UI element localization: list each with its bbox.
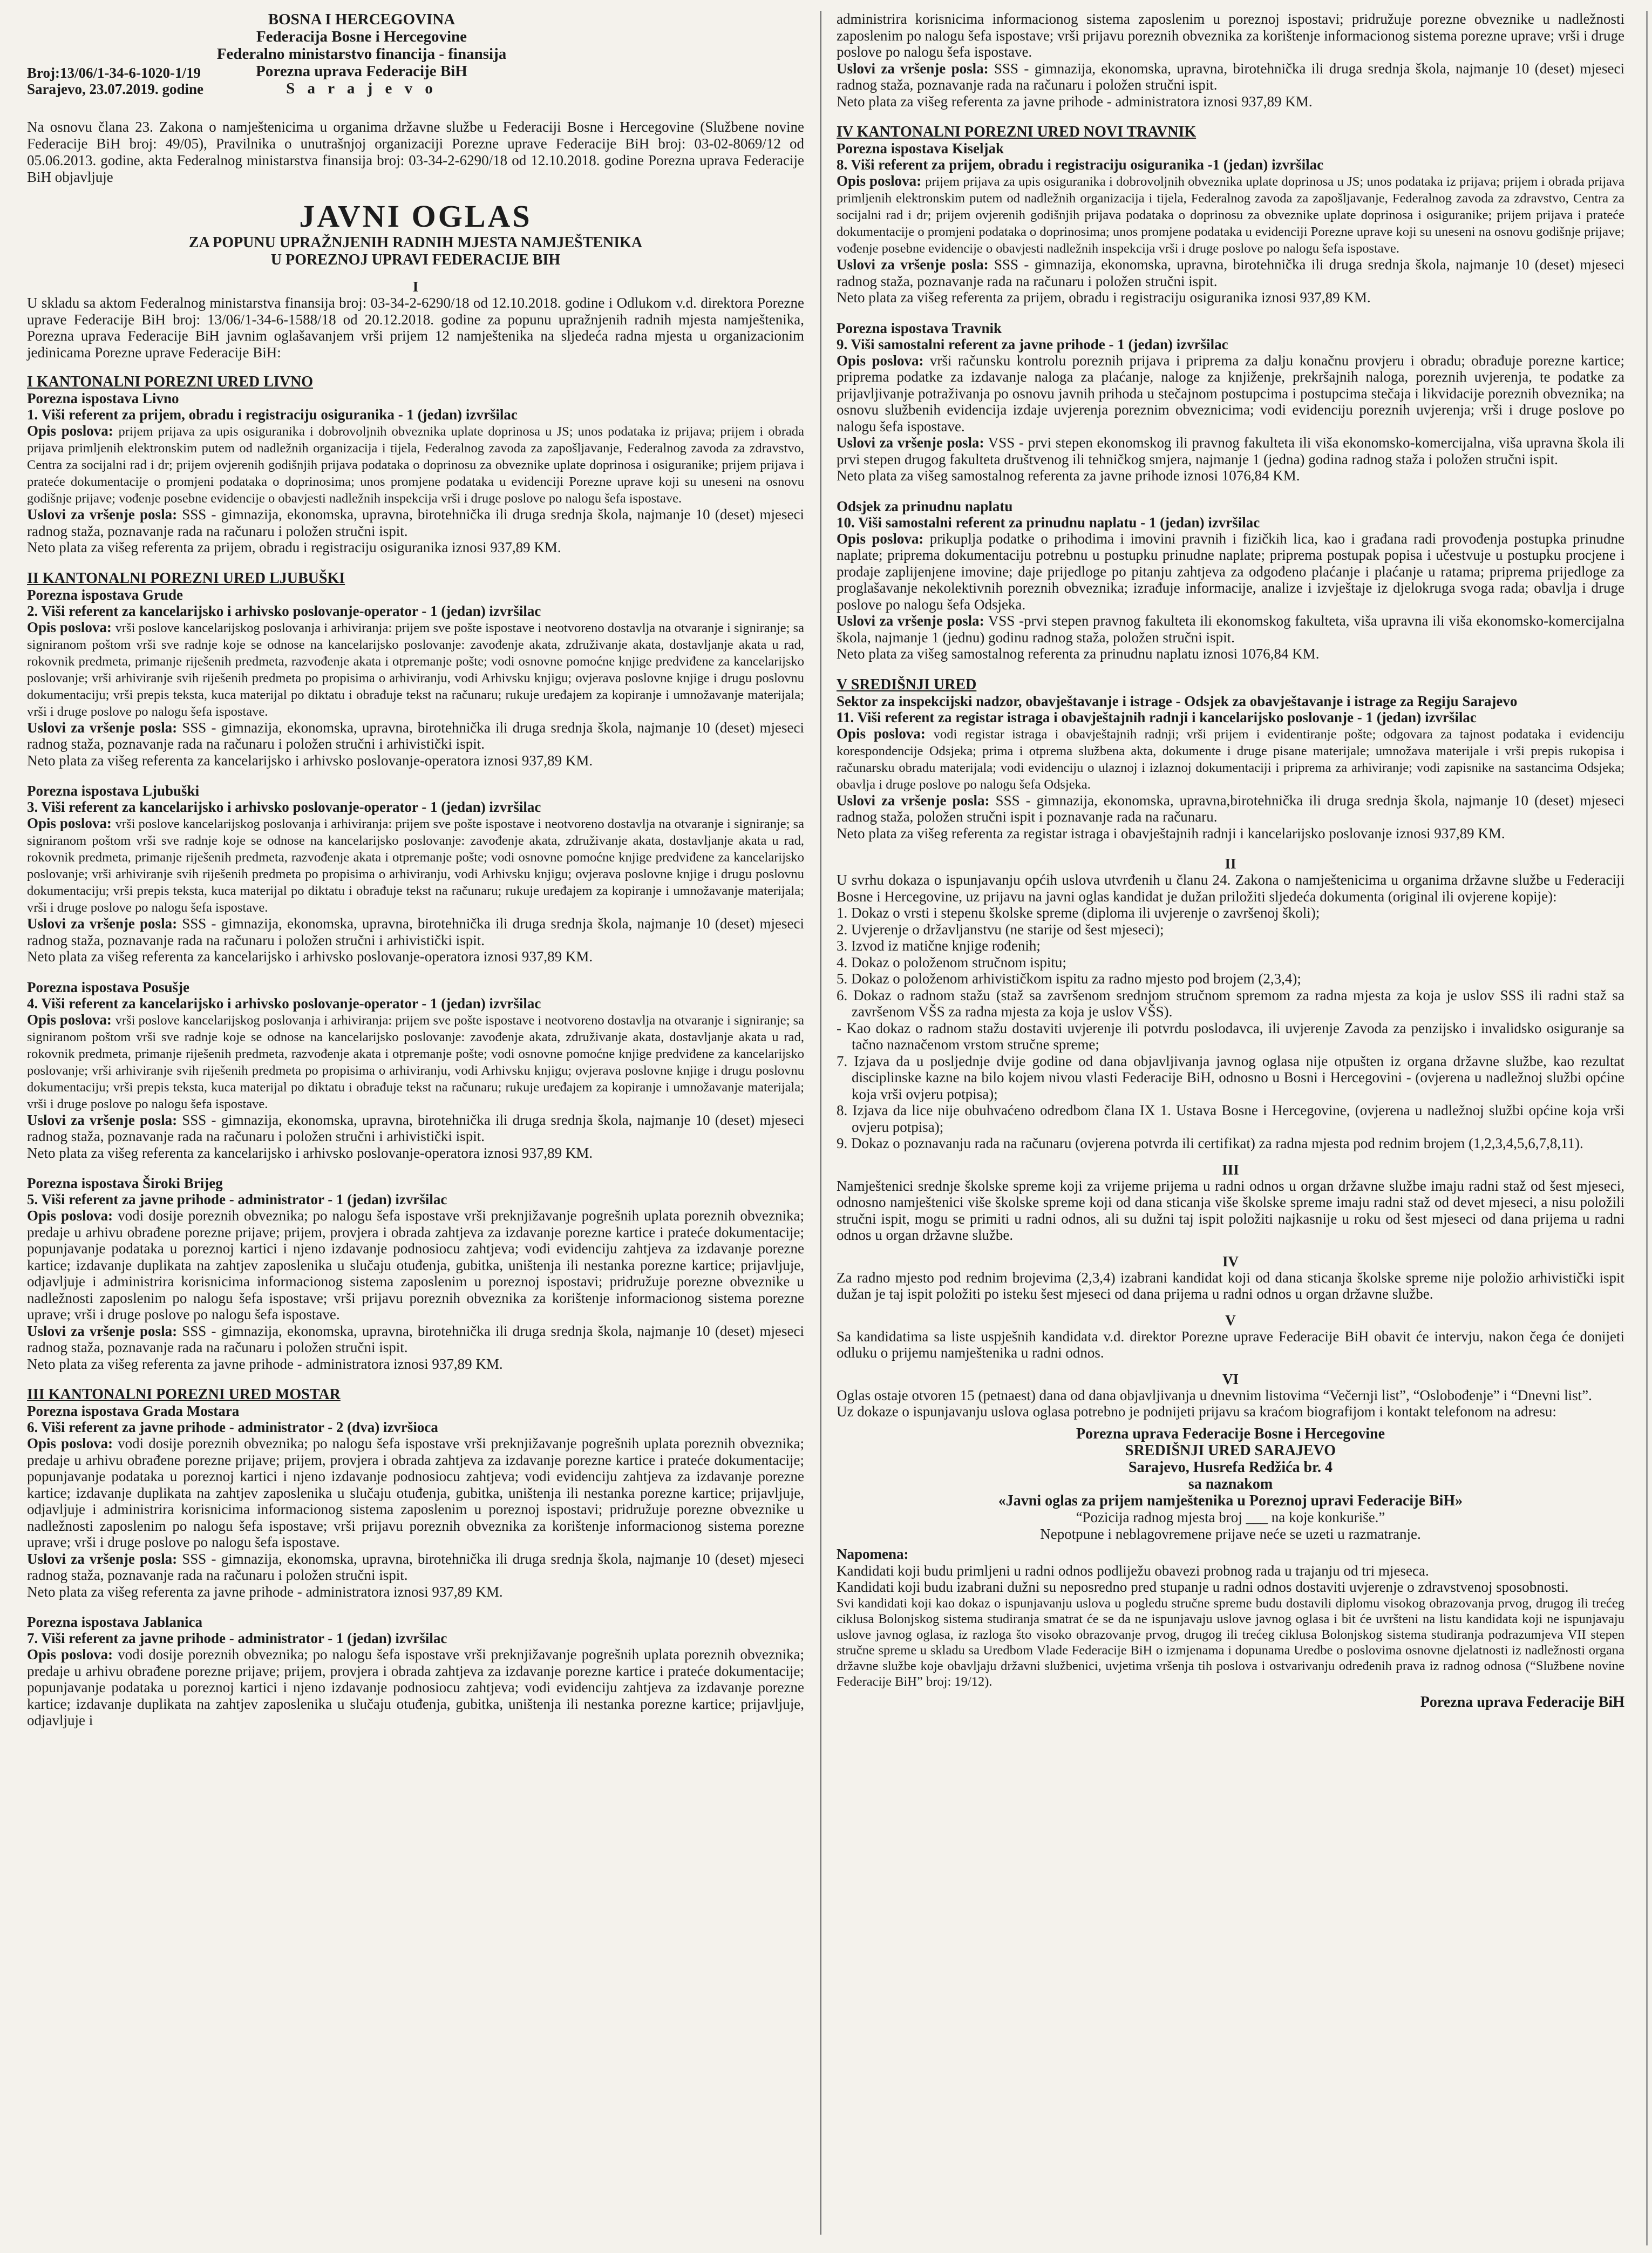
office-name: Porezna ispostava Jablanica: [27, 1614, 203, 1630]
address-position-line: “Pozicija radnog mjesta broj ___ na koje konkuriše.”: [1076, 1509, 1385, 1525]
address-street: Sarajevo, Husrefa Redžića br. 4: [1128, 1458, 1333, 1476]
letterhead-city: S a r a j e v o: [286, 80, 437, 97]
job-description: [27, 1646, 804, 1729]
office-name: Porezna ispostava Široki Brijeg: [27, 1175, 223, 1191]
job-description: [27, 423, 804, 506]
list-item: 6. Dokaz o radnom stažu (staž sa završenom srednjom stručnom spremom za radna mjesta za koja je uslov SSS ili radni staž sa završenom VŠS za radna mjesta za koja je uslov VŠS).: [837, 987, 1624, 1020]
position-title: 11. Viši referent za registar istraga i obavještajnih radnji i kancelarijsko poslovanje - 1 (jedan) izvršilac: [837, 709, 1477, 725]
position-title: 2. Viši referent za kancelarijsko i arhivsko poslovanje-operator - 1 (jedan) izvršilac: [27, 602, 541, 619]
mailing-address: [837, 1426, 1624, 1543]
section-3-text: Namještenici srednje školske spreme koji za vrijeme prijema u radni odnos u organ državne službe imaju radni staž od šest mjeseci, odnosno namještenici više školske spreme koji od dana sticanja više školske spreme imaju radni staž od devet mjeseci, a nisu položili stručni ispit, mogu se primiti u radni odnos, ali su dužni taj ispit položiti najkasnije u roku od šest mjeseci od dana prijema u radni odnos u organ državne službe.: [837, 1177, 1624, 1243]
position-6: [27, 1403, 804, 1600]
job-description-label: Opis poslova:: [27, 815, 112, 831]
net-salary: Neto plata za višeg samostalnog referenta za javne prihode iznosi 1076,84 KM.: [837, 467, 1300, 484]
notes-label: Napomena:: [837, 1545, 909, 1562]
position-title: 4. Viši referent za kancelarijsko i arhivsko poslovanje-operator - 1 (jedan) izvršilac: [27, 995, 541, 1012]
position-7: [27, 1614, 804, 1729]
job-description-text: vrši poslove kancelarijskog poslovanja i arhiviranja: prijem sve pošte ispostave i neotvoreno dostavlja na otvaranje i signiranje; sa signiranom poštom vrši sve radnje koje se odnose na kancelarijsko poslovanje: zavođenje akata, združivanje akata, dostavljanje akata u rad, rokovnik predmeta, primanje riješenih predmeta, razvođenje akata i otpremanje pošte; vodi osnovne pomoćne knjige predviđene za kancelarijsko poslovanje; vrši arhiviranje svih riješenih predmeta po propisima o arhiviranju, vodi Arhivsku knjigu; ovjerava poslovne knjige i drugu poslovnu dokumentaciju; vrši prepis teksta, kuca materijal po diktatu i obrađuje tekst na računaru; rukuje uređajem za kopiranje i umnožavanje materijala; vrši i druge poslove po nalogu šefa ispostave.: [27, 1013, 805, 1111]
position-title: 10. Viši samostalni referent za prinudnu naplatu - 1 (jedan) izvršilac: [837, 514, 1260, 531]
position-9: [837, 320, 1624, 484]
section-6-duration: Oglas ostaje otvoren 15 (petnaest) dana od dana objavljivanja u dnevnim listovima “Večernji list”, “Oslobođenje” i “Dnevni list”.: [837, 1387, 1592, 1403]
job-description-label: Opis poslova:: [27, 1435, 113, 1451]
requirements: [837, 60, 1624, 93]
job-description-label: Opis poslova:: [27, 619, 112, 635]
net-salary: Neto plata za višeg referenta za registar istraga i obavještajnih radnji i kancelarijsko poslovanje iznosi 937,89 KM.: [837, 825, 1505, 842]
section-5-text: Sa kandidatima sa liste uspješnih kandidata v.d. direktor Porezne uprave Federacije BiH obavit će intervju, nakon čega će donijeti odluku o prijemu namještenika u radni odnos.: [837, 1328, 1624, 1361]
requirements-label: Uslovi za vršenje posla:: [27, 915, 178, 932]
address-office: SREDIŠNJI URED SARAJEVO: [1125, 1442, 1336, 1459]
requirements-text: SSS - gimnazija, ekonomska, upravna, birotehnička ili druga srednja škola, najmanje 10 (deset) mjeseci radnog staža, poznavanje rada na računaru i položen stručni ispit.: [27, 1322, 804, 1355]
job-description: [27, 1207, 804, 1323]
left-column: [27, 11, 804, 1729]
requirements: [27, 1112, 804, 1145]
position-title: 5. Viši referent za javne prihode - administrator - 1 (jedan) izvršilac: [27, 1191, 447, 1207]
requirements-label: Uslovi za vršenje posla:: [27, 719, 178, 736]
job-description-label: Opis poslova:: [27, 1011, 112, 1028]
requirements: [27, 1323, 804, 1356]
position-5: [27, 1175, 804, 1372]
requirements: [27, 1551, 804, 1584]
signature: Porezna uprava Federacije BiH: [1420, 1693, 1624, 1711]
requirements-text: SSS - gimnazija, ekonomska, upravna, birotehnička ili druga srednja škola, najmanje 10 (deset) mjeseci radnog staža, poznavanje rada na računaru i položen stručni i arhivistički ispit.: [27, 1111, 804, 1144]
job-description: [27, 619, 804, 720]
sector-name: Sektor za inspekcijski nadzor, obavještavanje i istrage - Odsjek za obavještavanje i istrage za Regiju Sarajevo: [837, 693, 1518, 709]
net-salary: Neto plata za višeg referenta za prijem, obradu i registraciju osiguranika iznosi 937,89 KM.: [837, 289, 1371, 306]
requirements-label: Uslovi za vršenje posla:: [27, 506, 178, 522]
section-6-application: Uz dokaze o ispunjavanju uslova oglasa potrebno je podnijeti prijavu sa kraćom biografijom i kontakt telefonom na adresu:: [837, 1403, 1556, 1420]
page-edge-rule: [1646, 11, 1648, 2245]
position-title: 7. Viši referent za javne prihode - administrator - 1 (jedan) izvršilac: [27, 1630, 447, 1646]
requirements-text: VSS - prvi stepen ekonomskog ili pravnog fakulteta ili viša ekonomsko-komercijalna, viša upravna škola ili prvi stepen drugog fakulteta društvenog ili tehničkog smjera, najmanje 1 (jedna) godina radnog staža i položen stručni ispit.: [837, 435, 1625, 467]
subtitle-line-2: U POREZNOJ UPRAVI FEDERACIJE BIH: [270, 252, 561, 268]
legal-basis-intro: Na osnovu člana 23. Zakona o namještenicima u organima državne službe u Federaciji Bosne i Hercegovine (Službene novine Federacije BiH broj: 49/05), Pravilnika o unutrašnjoj organizaciji Porezne uprave Federacije BiH broj: 03-02-8069/12 od 05.06.2013. godine, akta Federalnog ministarstva finansija broj: 03-34-2-6290/18 od 12.10.2018. godine Porezna uprava Federacije BiH objavljuje: [27, 119, 804, 185]
job-description: [837, 352, 1624, 435]
job-description-label: Opis poslova:: [837, 725, 926, 742]
list-item: 1. Dokaz o vrsti i stepenu školske spreme (diploma ili uvjerenje o završenoj školi);: [837, 905, 1320, 921]
job-description-text: vodi dosije poreznih obveznika; po nalogu šefa ispostave vrši preknjižavanje pogrešnih uplata poreznih obveznika; predaje u arhivu obrađene porezne prijave; prijem, provjera i obrada zahtjeva za izdavanje porezne kartice i prateće dokumentacije; popunjavanje podataka u poreznoj kartici i njeno izdavanje podnosiocu zahtjeva; vodi evidenciju zahtjeva za izdavanje porezne kartice; izdavanje duplikata na zahtjev zaposlenika u slučaju otuđenja, gubitka, uništenja ili nestanka porezne kartice; prijavljuje, odjavljuje i administrira korisnicima informacionog sistema zaposlenim u poreznoj ispostavi; pridružuje porezne obveznike u nadležnosti zaposlenim po nalogu šefa ispostave; vrši prijavu poreznih obveznika za korištenje informacionog sistema porezne uprave; vrši i druge poslove po nalogu šefa ispostave.: [27, 1435, 805, 1550]
job-description-text: prijem prijava za upis osiguranika i dobrovoljnih obveznika uplate doprinosa u JS; unos podataka iz prijava; prijem i obrada prijava primljenih elektronskim putem od nadležnih organizacija i tijela, Federalnog zavoda za zapošljavanje, Federalnog zavoda za zdravstvo, Centra za socijalni rad i dr; prijem ovjerenih godišnjih prijava podataka o doprinosu za obveznike uplate doprinosa i osiguranike; prijem prijava i prateće dokumentacije o promjeni podataka o doprinosima; unos promjene podataka u evidenciji Porezne uprave koji su uneseni na osnovu godišnje prijave; vođenje posebne evidencije o obavjesti nadležnih inspekcija vrši i druge poslove po nalogu šefa ispostave.: [27, 424, 805, 506]
requirements-label: Uslovi za vršenje posla:: [837, 435, 984, 451]
requirements-text: SSS - gimnazija, ekonomska, upravna, birotehnička ili druga srednja škola, najmanje 10 (deset) mjeseci radnog staža, poznavanje rada na računaru i položen stručni i arhivistički ispit.: [27, 915, 804, 948]
job-description: [27, 1012, 804, 1112]
requirements-text: SSS - gimnazija, ekonomska, upravna,birotehnička ili druga srednja škola, najmanje 10 (deset) mjeseci radnog staža, položen stručni ispit i poznavanje rada na računaru.: [837, 792, 1625, 825]
section-heading-central-office: V SREDIŠNJI URED: [837, 676, 977, 693]
document-date: Sarajevo, 23.07.2019. godine: [27, 81, 203, 97]
job-description-text: vrši računsku kontrolu poreznih prijava i priprema za dalju konačnu provjeru i obradu; obrađuje porezne kartice; priprema podatke za izdavanje naloga za plaćanje, naloge za knjiženje, prekršajnih naloga, poreznih uvjerenja, te podatke za prijavljivanje potraživanja po osnovu javnih prihoda u stečajnom postupcima i postupcima stečaja i likvidacije poreznih obveznika; na osnovu službenih evidencija izdaje uvjerenja poreznim obveznicima; vodi evidenciju poreznih uvjerenja; vrši i druge poslove po nalogu šefa ispostave.: [837, 352, 1624, 435]
job-description-text: vodi registar istraga i obavještajnih radnji; vrši prijem i evidentiranje pošte; odgovara za tajnost podataka i evidenciju korespondencije Odsjeka; prima i otprema službena akta, dokumente i druge pisane materijale; umnožava materijale i vrši prepis rukopisa i računarsku obradu materijala; vodi evidenciju o ulaznoj i izlaznoj dokumentaciji i priprema za arhiviranje; vodi zapisnike na sastancima Odsjeka; obavlja i druge poslove po nalogu šefa Odsjeka.: [837, 727, 1625, 792]
section-4-text: Za radno mjesto pod rednim brojevima (2,3,4) izabrani kandidat koji od dana sticanja školske spreme nije položio arhivistički ispit dužan je taj ispit položiti po isteku šest mjeseci od dana prijema u radni odnos u organ državne službe.: [837, 1269, 1624, 1302]
requirements: [837, 613, 1624, 646]
subtitle-line-1: ZA POPUNU UPRAŽNJENIH RADNIH MJESTA NAMJEŠTENIKA: [188, 234, 643, 251]
required-documents-list: [837, 905, 1624, 1152]
job-description: [837, 725, 1624, 792]
position-8: [837, 140, 1624, 306]
job-description-text: prikuplja podatke o prihodima i imovini pravnih i fizičkih lica, kao i građana radi provođenja postupka prinudne naplate; priprema dokumentaciju potrebnu u postupku prinudne naplate; priprema postupak popisa i učestvuje u postupku procjene i prodaje zaplijenjene imovine; daje prijedloge po pitanju zahtjeva za odgođeno plaćanje i plaćanje u ratama; priprema prijedloge za proglašavanje nekolektivnih poreznih obveznika; izrađuje informacije, analize i izvještaje iz djelokruga svoga rada; obavlja i druge poslove po nalogu šefa Odsjeka.: [837, 530, 1625, 613]
position-10: [837, 498, 1624, 662]
letterhead-federation: Federacija Bosne i Hercegovine: [256, 28, 467, 45]
list-item: 5. Dokaz o položenom arhivističkom ispitu za radno mjesto pod brojem (2,3,4);: [837, 971, 1301, 987]
list-item: 4. Dokaz o položenom stručnom ispitu;: [837, 954, 1066, 971]
address-marking: «Javni oglas za prijem namještenika u Poreznoj upravi Federacije BiH»: [998, 1492, 1463, 1509]
section-heading-livno: I KANTONALNI POREZNI URED LIVNO: [27, 374, 314, 390]
page-title: JAVNI OGLAS: [299, 199, 532, 234]
position-title: 9. Viši samostalni referent za javne prihode - 1 (jedan) izvršilac: [837, 336, 1228, 352]
letterhead-country: BOSNA I HERCEGOVINA: [268, 11, 456, 28]
position-2: [27, 587, 804, 769]
job-description-label: Opis poslova:: [27, 1646, 113, 1662]
job-description-text: vrši poslove kancelarijskog poslovanja i arhiviranja: prijem sve pošte ispostave i neotvoreno dostavlja na otvaranje i signiranje; sa signiranom poštom vrši sve radnje koje se odnose na kancelarijsko poslovanje: zavođenje akata, združivanje akata, dostavljanje akata u rad, rokovnik predmeta, primanje riješenih predmeta, razvođenje akata i otpremanje pošte; vodi osnovne pomoćne knjige predviđene za kancelarijsko poslovanje; vrši arhiviranje svih riješenih predmeta po propisima o arhiviranju, vodi Arhivsku knjigu; ovjerava poslovne knjige i drugu poslovnu dokumentaciju; vrši prepis teksta, kuca materijal po diktatu i obrađuje tekst na računaru; rukuje uređajem za kopiranje i umnožavanje materijala; vrši i druge poslove po nalogu šefa ispostave.: [27, 620, 805, 719]
job-description-text: prijem prijava za upis osiguranika i dobrovoljnih obveznika uplate doprinosa u JS; unos podataka iz prijava; prijem i obrada prijava primljenih elektronskim putem od nadležnih organizacija i tijela, Federalnog zavoda za zapošljavanje, Federalnog zavoda za zdravstvo, Centra za socijalni rad i dr; prijem ovjerenih godišnjih prijava podataka o doprinosu za obveznike uplate doprinosa i osiguranike; prijem prijava i prateće dokumentacije o promjeni podataka o doprinosima; unos promjene podataka u evidenciji Porezne uprave koji su uneseni na osnovu godišnje prijave; vođenje posebne evidencije o obavjesti nadležnih inspekcija vrši i druge poslove po nalogu šefa ispostave.: [837, 174, 1625, 256]
section-heading-mostar: III KANTONALNI POREZNI URED MOSTAR: [27, 1386, 341, 1403]
right-column: [837, 11, 1624, 1711]
office-name: Porezna ispostava Posušje: [27, 979, 189, 995]
section-number-1: I: [412, 279, 419, 295]
job-description: [837, 173, 1624, 256]
requirements-label: Uslovi za vršenje posla:: [837, 60, 989, 77]
job-description-label: Opis poslova:: [837, 530, 924, 547]
address-agency: Porezna uprava Federacije Bosne i Hercegovine: [1076, 1425, 1385, 1442]
job-description-text: vodi dosije poreznih obveznika; po nalogu šefa ispostave vrši preknjižavanje pogrešnih uplata poreznih obveznika; predaje u arhivu obrađene porezne prijave; prijem, provjera i obrada zahtjeva za izdavanje porezne kartice i prateće dokumentacije; popunjavanje podataka u poreznoj kartici i njeno izdavanje podnosiocu zahtjeva; vodi evidenciju zahtjeva za izdavanje porezne kartice; izdavanje duplikata na zahtjev zaposlenika u slučaju otuđenja, gubitka, uništenja ili nestanka porezne kartice; prijavljuje, odjavljuje i: [27, 1646, 805, 1728]
list-item: 9. Dokaz o poznavanju rada na računaru (ovjerena potvrda ili certifikat) za radna mjesta pod rednim brojem (1,2,3,4,5,6,7,8,11).: [837, 1135, 1583, 1151]
requirements: [27, 720, 804, 752]
section-1-intro: U skladu sa aktom Federalnog ministarstva finansija broj: 03-34-2-6290/18 od 12.10.2018. godine i Odlukom v.d. direktora Porezne uprave Federacije BiH broj: 13/06/1-34-6-1588/18 od 20.12.2018. godine za popunu upražnjenih radnih mjesta namještenika, Porezna uprava Federacije BiH javnim oglašavanjem vrši prijem 12 namještenika na sljedeća radna mjesta u organizacionim jedinicama Porezne uprave Federacije BiH:: [27, 295, 804, 361]
position-1: [27, 390, 804, 556]
job-description-label: Opis poslova:: [837, 352, 924, 369]
section-number-2: II: [1225, 856, 1236, 872]
address-marking-label: sa naznakom: [1188, 1475, 1273, 1492]
letterhead: [27, 11, 804, 97]
requirements-label: Uslovi za vršenje posla:: [837, 792, 990, 809]
section-number-6: VI: [1222, 1370, 1239, 1387]
job-description-text: vodi dosije poreznih obveznika; po nalogu šefa ispostave vrši preknjižavanje pogrešnih uplata poreznih obveznika; predaje u arhivu obrađene porezne prijave; prijem, provjera i obrada zahtjeva za izdavanje porezne kartice i prateće dokumentacije; popunjavanje podataka u poreznoj kartici i njeno izdavanje podnosiocu zahtjeva; vodi evidenciju zahtjeva za izdavanje porezne kartice; izdavanje duplikata na zahtjev zaposlenika u slučaju otuđenja, gubitka, uništenja ili nestanka porezne kartice; prijavljuje, odjavljuje i administrira korisnicima informacionog sistema zaposlenim u poreznoj ispostavi; pridružuje porezne obveznike u nadležnosti zaposlenim po nalogu šefa ispostave; vrši prijavu poreznih obveznika za korištenje informacionog sistema porezne uprave; vrši i druge poslove po nalogu šefa ispostave.: [27, 1207, 805, 1322]
position-title: 3. Viši referent za kancelarijsko i arhivsko poslovanje-operator - 1 (jedan) izvršilac: [27, 799, 541, 815]
requirements: [837, 256, 1624, 289]
requirements-label: Uslovi za vršenje posla:: [27, 1322, 178, 1339]
job-description: [27, 1435, 804, 1551]
requirements-label: Uslovi za vršenje posla:: [27, 1111, 178, 1128]
requirements-label: Uslovi za vršenje posla:: [837, 256, 989, 273]
position-3: [27, 783, 804, 965]
requirements: [27, 506, 804, 539]
requirements-text: SSS - gimnazija, ekonomska, upravna, birotehnička ili druga srednja škola, najmanje 10 (deset) mjeseci radnog staža, poznavanje rada na računaru i položen stručni i arhivistički ispit.: [27, 719, 804, 752]
list-item: 2. Uvjerenje o državljanstvu (ne starije od šest mjeseci);: [837, 921, 1164, 938]
requirements-label: Uslovi za vršenje posla:: [27, 1550, 178, 1567]
office-name: Odsjek za prinudnu naplatu: [837, 498, 1013, 514]
list-item: 3. Izvod iz matične knjige rođenih;: [837, 938, 1041, 954]
position-title: 1. Viši referent za prijem, obradu i registraciju osiguranika - 1 (jedan) izvršilac: [27, 406, 518, 423]
office-name: Porezna ispostava Travnik: [837, 320, 1002, 336]
letterhead-agency: Porezna uprava Federacije BiH: [256, 63, 467, 80]
list-item: - Kao dokaz o radnom stažu dostaviti uvjerenje ili potvrdu poslodavca, ili uvjerenje Zavoda za penzijsko i invalidsko osiguranje sa tačno naznačenom vrstom stručne spreme;: [837, 1020, 1624, 1053]
net-salary: Neto plata za višeg referenta za javne prihode - administratora iznosi 937,89 KM.: [837, 93, 1313, 110]
requirements-text: VSS -prvi stepen pravnog fakulteta ili ekonomskog fakulteta, viša upravna ili viša ekonomsko-komercijalna škola, najmanje 1 (jednu) godinu radnog staža, položen stručni ispit.: [837, 613, 1624, 646]
requirements: [27, 915, 804, 948]
requirements-label: Uslovi za vršenje posla:: [837, 613, 984, 629]
net-salary: Neto plata za višeg samostalnog referenta za prinudnu naplatu iznosi 1076,84 KM.: [837, 646, 1320, 662]
requirements: [837, 792, 1624, 825]
notes: [837, 1546, 1624, 1689]
job-description-label: Opis poslova:: [27, 1207, 113, 1224]
newspaper-page: [27, 11, 1624, 2240]
note-bologna: Svi kandidati koji kao dokaz o ispunjavanju uslova u pogledu stručne spreme budu dostavili diplomu visokog obrazovanja prvog, drugog ili trećeg ciklusa Bolonjskog sistema studiranja smatrat će se da ne ispunjavaju uslove javnog oglasa i bit će uvršteni na listu kandidata koji ne ispunjavaju uslove javnog oglasa, iz razloga što visoko obrazovanje prvog, drugog ili trećeg ciklusa Bolonjskog sistema studiranja podrazumjeva VII stepen stručne spreme u skladu sa Uredbom Vlade Federacije BiH o izmjenama i dopunama Uredbe o poslovima osnovne djelatnosti iz nadležnosti organa državne službe koje obavljaju državni službenici, uvjetima vršenja tih poslova i ostvarivanju određenih prava iz radnog odnosa (“Službene novine Federacije BiH” broj: 19/12).: [837, 1596, 1624, 1689]
list-item: 8. Izjava da lice nije obuhvaćeno odredbom člana IX 1. Ustava Bosne i Hercegovine, (ovjerena u nadležnoj službi općine koja vrši ovjeru potpisa);: [837, 1102, 1624, 1135]
net-salary: Neto plata za višeg referenta za javne prihode - administratora iznosi 937,89 KM.: [27, 1583, 503, 1600]
net-salary: Neto plata za višeg referenta za prijem, obradu i registraciju osiguranika iznosi 937,89 KM.: [27, 539, 561, 555]
office-name: Porezna ispostava Ljubuški: [27, 783, 200, 799]
net-salary: Neto plata za višeg referenta za kancelarijsko i arhivsko poslovanje-operatora iznosi 937,89 KM.: [27, 948, 593, 965]
list-item: 7. Izjava da u posljednje dvije godine od dana objavljivanja javnog oglasa nije otpušten iz organa državne službe, kao rezultat disciplinske kazne na bilo kojem nivou vlasti Federacije BiH, odnosno u Bosni i Hercegovini - (ovjerena u nadležnoj službi općine koja vrši ovjeru potpisa);: [837, 1053, 1624, 1102]
requirements-text: SSS - gimnazija, ekonomska, upravna, birotehnička ili druga srednja škola, najmanje 10 (deset) mjeseci radnog staža, poznavanje rada na računaru i položen stručni ispit.: [27, 1550, 804, 1583]
requirements-text: SSS - gimnazija, ekonomska, upravna, birotehnička ili druga srednja škola, najmanje 10 (deset) mjeseci radnog staža, poznavanje rada na računaru i položen stručni ispit.: [837, 256, 1624, 289]
letterhead-ministry: Federalno ministarstvo financija - finansija: [216, 45, 507, 63]
note-probation: Kandidati koji budu primljeni u radni odnos podliježu obavezi probnog rada u trajanju od tri mjeseca.: [837, 1562, 1429, 1579]
requirements: [837, 435, 1624, 467]
section-number-3: III: [1222, 1161, 1239, 1178]
job-description-label: Opis poslova:: [837, 173, 922, 189]
position-title: 8. Viši referent za prijem, obradu i registraciju osiguranika -1 (jedan) izvršilac: [837, 157, 1324, 173]
requirements-text: SSS - gimnazija, ekonomska, upravna, birotehnička ili druga srednja škola, najmanje 10 (deset) mjeseci radnog staža, poznavanje rada na računaru i položen stručni ispit.: [837, 60, 1624, 93]
office-name: Porezna ispostava Kiseljak: [837, 140, 1004, 157]
position-11: [837, 693, 1624, 842]
column-divider: [820, 11, 821, 2235]
job-description: [837, 531, 1624, 613]
job-description: [27, 815, 804, 915]
net-salary: Neto plata za višeg referenta za javne prihode - administratora iznosi 937,89 KM.: [27, 1355, 503, 1372]
note-health: Kandidati koji budu izabrani dužni su neposredno pred stupanje u radni odnos dostaviti uvjerenje o zdravstvenoj sposobnosti.: [837, 1579, 1569, 1595]
section-2-intro: U svrhu dokaza o ispunjavanju općih uslova utvrđenih u članu 24. Zakona o namještenicima u organima državne službe u Federaciji Bosne i Hercegovine, uz prijavu na javni oglas kandidat je dužan priložiti sljedeća dokumenta (original ili ovjerene kopije):: [837, 872, 1624, 905]
position-4: [27, 979, 804, 1162]
job-description-continued: administrira korisnicima informacionog sistema zaposlenim u poreznoj ispostavi; pridružuje porezne obveznike u nadležnosti zaposlenim po nalogu šefa ispostave; vrši prijavu poreznih obveznika za korištenje informacionog sistema porezne uprave; vrši i druge poslove po nalogu šefa ispostave.: [837, 11, 1624, 60]
job-description-label: Opis poslova:: [27, 423, 113, 439]
position-7-continued: [837, 11, 1624, 110]
office-name: Porezna ispostava Grada Mostara: [27, 1403, 240, 1419]
document-number: Broj:13/06/1-34-6-1020-1/19: [27, 65, 201, 81]
section-number-4: IV: [1222, 1253, 1239, 1270]
section-heading-novi-travnik: IV KANTONALNI POREZNI URED NOVI TRAVNIK: [837, 124, 1196, 140]
incomplete-applications-note: Nepotpune i neblagovremene prijave neće se uzeti u razmatranje.: [1040, 1525, 1421, 1542]
section-number-5: V: [1225, 1312, 1236, 1328]
net-salary: Neto plata za višeg referenta za kancelarijsko i arhivsko poslovanje-operatora iznosi 937,89 KM.: [27, 752, 593, 769]
office-name: Porezna ispostava Livno: [27, 390, 179, 406]
requirements-text: SSS - gimnazija, ekonomska, upravna, birotehnička ili druga srednja škola, najmanje 10 (deset) mjeseci radnog staža, poznavanje rada na računaru i položen stručni ispit.: [27, 506, 804, 539]
office-name: Porezna ispostava Grude: [27, 586, 183, 603]
section-heading-ljubuski: II KANTONALNI POREZNI URED LJUBUŠKI: [27, 569, 345, 587]
job-description-text: vrši poslove kancelarijskog poslovanja i arhiviranja: prijem sve pošte ispostave i neotvoreno dostavlja na otvaranje i signiranje; sa signiranom poštom vrši sve radnje koje se odnose na kancelarijsko poslovanje: zavođenje akata, združivanje akata, dostavljanje akata u rad, rokovnik predmeta, primanje riješenih predmeta, razvođenje akata i otpremanje pošte; vodi osnovne pomoćne knjige predviđene za kancelarijsko poslovanje; vrši arhiviranje svih riješenih predmeta po propisima o arhiviranju, vodi Arhivsku knjigu; ovjerava poslovne knjige i drugu poslovnu dokumentaciju; vrši prepis teksta, kuca materijal po diktatu i obrađuje tekst na računaru; rukuje uređajem za kopiranje i umnožavanje materijala; vrši i druge poslove po nalogu šefa ispostave.: [27, 817, 805, 915]
position-title: 6. Viši referent za javne prihode - administrator - 2 (dva) izvršioca: [27, 1419, 438, 1435]
net-salary: Neto plata za višeg referenta za kancelarijsko i arhivsko poslovanje-operatora iznosi 937,89 KM.: [27, 1144, 593, 1161]
